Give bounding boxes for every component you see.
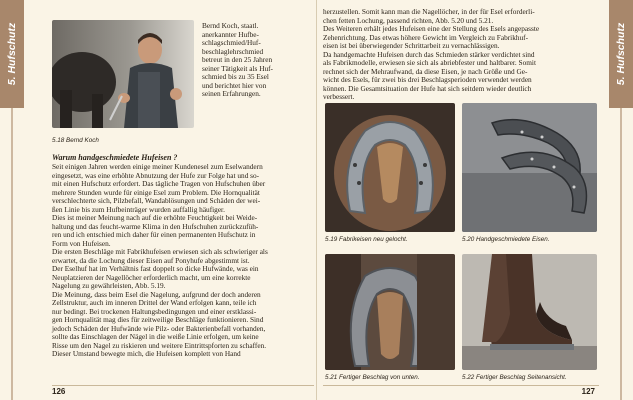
- text-line: schmied bis zu 35 Esel: [202, 72, 269, 81]
- text-line: nur bedingt. Bei trockenen Haltungsbedingungen und einer erstklassi-: [52, 306, 257, 316]
- finished-shoe-underside-image: [325, 254, 455, 370]
- text-line: mehrere Stunden wurde für einige Esel zum Problem. Die Hornqualität: [52, 187, 260, 197]
- horseshoe-underside-image: [325, 103, 455, 232]
- text-line: seinen Erfahrungen.: [202, 89, 261, 98]
- author-bio: [202, 22, 312, 99]
- page-number-left: 126: [52, 387, 66, 396]
- text-line: Zellstruktur, auch im inneren Drittel der Wand erfolgen kann, teile ich: [52, 298, 257, 307]
- footer-rule: [323, 385, 599, 386]
- text-line: eingesetzt, was eine erhöhte Abnutzung der Hufe zur Folge hat und so-: [52, 170, 260, 180]
- text-line: chen fetten Lochung, passend richten, Abb. 5.20 und 5.21.: [323, 15, 494, 25]
- text-line: beschlaglehrschmied: [202, 46, 264, 56]
- left-body-text: [52, 163, 314, 359]
- text-line: Die Meinung, dass beim Esel die Nagelung, aufgrund der doch anderen: [52, 289, 261, 299]
- text-line: können. Die Gesamtsituation der Hufe hat sich seitdem wieder deutlich: [323, 83, 532, 93]
- section-tab-line: [620, 108, 622, 400]
- portrait-photo: [52, 20, 194, 128]
- text-line: jedoch Schäden der Hufwände wie Pilz- oder Bakterienbefall vorhanden,: [52, 323, 266, 333]
- text-line: sollte das Einschlagen der Nägel in die weiße Linie erfolgen, um keine: [52, 332, 259, 341]
- text-line: verschlechterte sich, Pilzbefall, Wandablösungen und Schäden der wei-: [52, 196, 261, 205]
- right-body-text: [323, 8, 603, 102]
- right-page: [317, 0, 633, 400]
- section-tab-label: 5. Hufschutz: [615, 22, 628, 86]
- text-line: Da handgemachte Hufeisen durch das Schmieden stärker verdichtet sind: [323, 49, 535, 59]
- footer-rule: [52, 385, 314, 386]
- figure-5-19-caption: 5.19 Fabrikeisen neu gelocht.: [325, 236, 408, 243]
- section-tab-right: [609, 0, 633, 108]
- figure-5-22-photo: [462, 254, 597, 370]
- text-line: Neuplatzieren der Nagellöcher erforderlich macht, um eine korrekte: [52, 272, 251, 282]
- text-line: gen Hornqualität mag dies für zeitweilige Beschläge funktionieren. Sind: [52, 315, 264, 324]
- handforged-shoes-image: [462, 103, 597, 232]
- text-line: betreut in den 25 Jahren: [202, 55, 273, 64]
- text-line: Seit einigen Jahren werden einige meiner Kundenesel zum Eselwandern: [52, 162, 263, 171]
- figure-5-21-caption: 5.21 Fertiger Beschlag von unten.: [325, 374, 420, 381]
- finished-shoe-side-image: [462, 254, 597, 370]
- section-tab-label: 5. Hufschutz: [6, 22, 19, 86]
- text-line: ßen Linie bis zum Hufbeinträger wurden auffallig häufiger.: [52, 204, 225, 214]
- text-line: Zehenrichtung. Das etwas höhere Gewicht im Vergleich zu Fabrikhuf-: [323, 32, 528, 42]
- text-line: Risse um den Nagel zu riskieren und weitere Eintrittspforten zu schaffen.: [52, 340, 267, 350]
- text-line: eisen ist bei überwiegender Schrittarbeit zu vernachlässigen.: [323, 41, 500, 50]
- text-line: herzustellen. Somit kann man die Nagellöcher, in der für Esel erforderli-: [323, 7, 535, 16]
- figure-5-21-photo: [325, 254, 455, 370]
- text-line: haltung und das feucht-warme Klima in den Hufschuhen zurückzufüh-: [52, 221, 259, 231]
- text-line: und berichtet hier von: [202, 80, 267, 90]
- figure-5-20-photo: [462, 103, 597, 232]
- text-line: als Fabrikmodelle, erwiesen sie sich als abriebfester und haltbarer. Somit: [323, 58, 536, 67]
- text-line: verbessert.: [323, 92, 355, 101]
- portrait-image: [52, 20, 194, 128]
- text-line: rechnet sich der Mehraufwand, da diese Eisen, je nach Größe und Ge-: [323, 66, 528, 76]
- figure-5-19-photo: [325, 103, 455, 232]
- text-line: erwartet, da die Lochung dieser Eisen auf Ponyhufe abgestimmt ist.: [52, 255, 250, 265]
- figure-5-20-caption: 5.20 Handgeschmiedete Eisen.: [462, 236, 550, 243]
- text-line: Form von Hufeisen.: [52, 238, 111, 248]
- left-page: [0, 0, 316, 400]
- portrait-caption: 5.18 Bernd Koch: [52, 137, 99, 144]
- page-number-right: 127: [581, 387, 595, 396]
- text-line: Des Weiteren erhält jedes Hufeisen eine der Stellung des Esels angepasste: [323, 24, 540, 33]
- text-line: mit einen Hufschutz erfordert. Das tägliche Tragen von Hufschuhen über: [52, 179, 266, 188]
- text-line: Der Eselhuf hat im Verhältnis fast doppelt so dicke Hufwände, was ein: [52, 264, 259, 273]
- text-line: Dieser Umstand bewegte mich, die Hufeisen komplett von Hand: [52, 349, 241, 358]
- text-line: seiner Tätigkeit als Huf-: [202, 63, 273, 73]
- text-line: ren und ich entschied mich daher für einen permanenten Hufschutz in: [52, 230, 256, 239]
- text-line: schlagschmied/Huf-: [202, 38, 261, 47]
- text-line: Die ersten Beschläge mit Fabrikhufeisen erwiesen sich als schwieriger als: [52, 247, 268, 256]
- article-heading: Warum handgeschmiedete Hufeisen ?: [52, 153, 178, 162]
- text-line: Bernd Koch, staatl.: [202, 21, 259, 30]
- text-line: wicht des Esels, für zwei bis drei Beschlagsperioden verwendet werden: [323, 75, 532, 84]
- text-line: Dies ist meiner Meinung nach auf die erhöhte Feuchtigkeit bei Weide-: [52, 213, 258, 222]
- figure-5-22-caption: 5.22 Fertiger Beschlag Seitenansicht.: [462, 374, 567, 381]
- text-line: anerkannter Hufbe-: [202, 29, 259, 39]
- section-tab-left: [0, 0, 24, 108]
- text-line: Nagelung zu gewährleisten, Abb. 5.19.: [52, 281, 166, 290]
- section-tab-line: [11, 108, 13, 400]
